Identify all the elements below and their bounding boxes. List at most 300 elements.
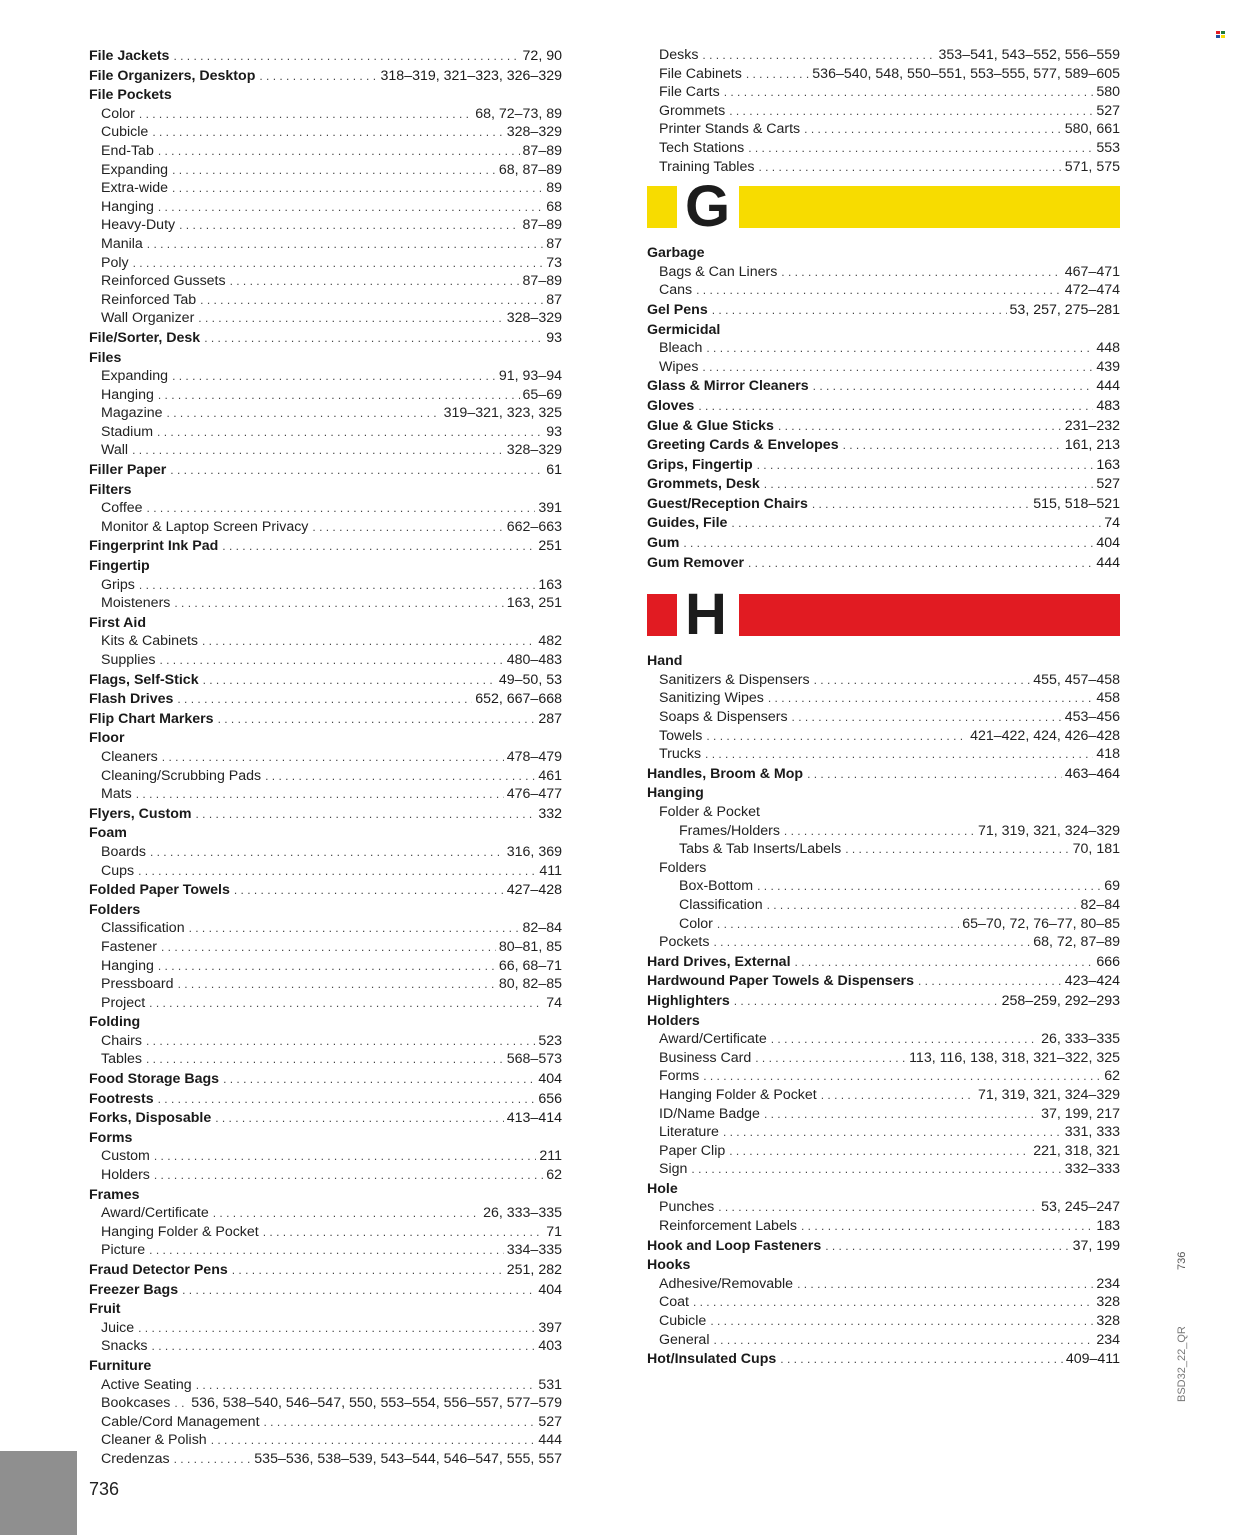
entry-term: Frames/Holders — [679, 822, 780, 839]
banner-bar-right — [739, 186, 1120, 228]
entry-pages: 427–428 — [506, 882, 562, 899]
entry-pages: 404 — [1096, 535, 1120, 552]
dot-leader — [204, 329, 543, 348]
entry-term: General — [659, 1331, 710, 1348]
entry-pages: 26, 333–335 — [483, 1205, 562, 1222]
index-entry — [89, 1070, 562, 1089]
dot-leader — [232, 1261, 504, 1280]
entry-pages: 82–84 — [1080, 896, 1120, 913]
entry-pages: 439 — [1096, 358, 1120, 375]
index-entry — [647, 1012, 1120, 1031]
index-entry — [89, 671, 562, 690]
dot-leader — [213, 1204, 480, 1223]
entry-term: File Cabinets — [659, 65, 742, 82]
entry-pages: 328–329 — [506, 442, 562, 459]
entry-pages: 211 — [539, 1148, 562, 1165]
entry-term: Award/Certificate — [659, 1031, 767, 1048]
entry-term: Bleach — [659, 340, 703, 357]
entry-pages: 37, 199, 217 — [1041, 1105, 1120, 1122]
entry-pages: 91, 93–94 — [498, 368, 562, 385]
entry-term: Literature — [659, 1124, 719, 1141]
index-subentry — [89, 1413, 562, 1432]
entry-pages: 87 — [546, 235, 562, 252]
dot-leader — [807, 765, 1062, 784]
entry-pages: 421–422, 424, 426–428 — [970, 727, 1120, 744]
index-subentry — [647, 1293, 1120, 1312]
dot-leader — [146, 1050, 504, 1069]
dot-leader — [702, 46, 935, 65]
dot-leader — [259, 67, 377, 86]
index-subentry — [89, 1032, 562, 1051]
entry-term: Flash Drives — [89, 691, 174, 708]
entry-term: Reinforced Tab — [101, 291, 197, 308]
entry-term: Hanging — [101, 957, 154, 974]
dot-leader — [778, 417, 1062, 436]
entry-pages: 163 — [1096, 456, 1120, 473]
section-banner-h — [647, 582, 1120, 648]
entry-pages: 332 — [538, 805, 562, 822]
entry-pages: 68, 72, 87–89 — [1033, 934, 1120, 951]
dot-leader — [174, 594, 503, 613]
index-entry — [647, 475, 1120, 494]
dot-leader — [158, 198, 543, 217]
entry-term: Juice — [101, 1319, 135, 1336]
index-subentry — [647, 1331, 1120, 1350]
entry-term: File Organizers, Desktop — [89, 67, 256, 84]
entry-pages: 332–333 — [1064, 1161, 1120, 1178]
entry-term: File Pockets — [89, 87, 172, 104]
index-subentry — [647, 1030, 1120, 1049]
index-subentry — [89, 441, 562, 460]
index-entry — [89, 729, 562, 748]
entry-term: File Carts — [659, 84, 720, 101]
dot-leader — [748, 139, 1093, 158]
entry-term: Grips, Fingertip — [647, 456, 753, 473]
entry-pages: 331, 333 — [1064, 1124, 1120, 1141]
entry-pages: 453–456 — [1064, 709, 1120, 726]
dot-leader — [713, 933, 1030, 952]
index-entry — [89, 1357, 562, 1376]
dot-leader — [173, 47, 519, 66]
entry-pages: 234 — [1096, 1331, 1120, 1348]
entry-term: Food Storage Bags — [89, 1071, 220, 1088]
index-entry — [89, 537, 562, 556]
entry-pages: 397 — [538, 1319, 562, 1336]
index-subentry — [647, 803, 1120, 822]
entry-pages: 527 — [1096, 102, 1120, 119]
index-entry — [647, 377, 1120, 396]
entry-term: Chairs — [101, 1032, 142, 1049]
entry-pages: 87 — [546, 291, 562, 308]
index-subentry — [647, 1217, 1120, 1236]
index-subentry — [89, 594, 562, 613]
dot-leader — [147, 499, 536, 518]
dot-leader — [797, 1275, 1093, 1294]
entry-term: Gum — [647, 535, 680, 552]
index-subentry — [647, 1198, 1120, 1217]
index-entry — [89, 1186, 562, 1205]
index-subentry — [89, 748, 562, 767]
entry-term: Cleaning/Scrubbing Pads — [101, 767, 262, 784]
dot-leader — [710, 1312, 1093, 1331]
entry-term: Garbage — [647, 245, 705, 262]
index-subentry — [89, 843, 562, 862]
entry-term: Fraud Detector Pens — [89, 1262, 228, 1278]
index-entry — [89, 1300, 562, 1319]
entry-pages: 61 — [546, 462, 562, 479]
index-subentry — [647, 933, 1120, 952]
index-subentry — [89, 938, 562, 957]
index-subentry — [647, 1105, 1120, 1124]
entry-term: Sanitizing Wipes — [659, 690, 764, 707]
dot-leader — [705, 745, 1093, 764]
entry-pages: 37, 199 — [1072, 1237, 1120, 1254]
entry-term: Coffee — [101, 500, 143, 517]
dot-leader — [202, 632, 535, 651]
entry-term: Hanging — [647, 785, 704, 802]
index-subentry — [89, 1147, 562, 1166]
index-subentry — [647, 263, 1120, 282]
entry-term: Printer Stands & Carts — [659, 121, 801, 138]
dot-leader — [717, 915, 959, 934]
entry-term: Box-Bottom — [679, 878, 754, 895]
dot-leader — [713, 1331, 1093, 1350]
section-letter-h: H — [685, 582, 727, 648]
dot-leader — [718, 1198, 1038, 1217]
index-subentry — [89, 1337, 562, 1356]
banner-bar-left — [647, 594, 677, 636]
entry-term: First Aid — [89, 614, 147, 631]
entry-pages: 80–81, 85 — [498, 938, 562, 955]
entry-term: Flags, Self-Stick — [89, 671, 199, 688]
dot-leader — [795, 953, 1094, 972]
entry-term: Fingertip — [89, 558, 150, 575]
index-subentry — [89, 651, 562, 670]
index-subentry — [647, 339, 1120, 358]
entry-term: Folder & Pocket — [659, 804, 760, 820]
entry-term: Paper Clip — [659, 1142, 726, 1159]
index-entry — [89, 824, 562, 843]
entry-pages: 113, 116, 138, 318, 321–322, 325 — [909, 1049, 1120, 1066]
dot-leader — [139, 105, 472, 124]
index-entry — [89, 1090, 562, 1109]
entry-pages: 463–464 — [1064, 765, 1120, 782]
dot-leader — [138, 862, 536, 881]
entry-term: Hardwound Paper Towels & Dispensers — [647, 973, 914, 990]
entry-pages: 480–483 — [506, 652, 562, 668]
entry-pages: 82–84 — [522, 920, 562, 937]
dot-leader — [152, 123, 503, 142]
entry-pages: 328 — [1096, 1294, 1120, 1311]
entry-pages: 163 — [538, 576, 562, 593]
dot-leader — [139, 576, 535, 595]
entry-pages: 472–474 — [1064, 282, 1120, 299]
dot-leader — [703, 1067, 1101, 1086]
entry-term: Monitor & Laptop Screen Privacy — [101, 518, 309, 535]
entry-pages: 656 — [538, 1090, 562, 1107]
entry-pages: 328–329 — [506, 310, 562, 327]
index-entry — [89, 901, 562, 920]
index-subentry — [647, 708, 1120, 727]
index-subentry — [89, 216, 562, 235]
index-entry — [89, 1261, 562, 1280]
corner-logo-icon — [1216, 31, 1225, 38]
index-entry — [647, 456, 1120, 475]
entry-pages: 68 — [546, 198, 562, 215]
entry-term: Furniture — [89, 1357, 152, 1374]
dot-leader — [154, 1166, 543, 1185]
entry-term: Mats — [101, 786, 132, 803]
entry-term: Forms — [89, 1129, 133, 1146]
index-entry — [89, 461, 562, 480]
index-subentry — [89, 1223, 562, 1242]
index-subentry — [89, 767, 562, 786]
entry-pages: 87–89 — [522, 273, 562, 290]
dot-leader — [731, 514, 1101, 533]
entry-pages: 515, 518–521 — [1033, 495, 1120, 512]
dot-leader — [167, 404, 441, 423]
index-entry — [647, 321, 1120, 340]
index-subentry — [647, 745, 1120, 764]
entry-term: Business Card — [659, 1049, 752, 1066]
index-entry — [89, 67, 562, 86]
index-section-g — [647, 244, 1120, 572]
dot-leader — [223, 1070, 535, 1089]
index-subentry — [647, 1142, 1120, 1161]
entry-term: Fruit — [89, 1301, 121, 1318]
entry-term: File Jackets — [89, 48, 170, 64]
index-subentry — [89, 1319, 562, 1338]
entry-term: Guides, File — [647, 515, 728, 532]
index-entry — [647, 1180, 1120, 1199]
entry-pages: 536–540, 548, 550–551, 553–555, 577, 589–605 — [812, 65, 1120, 82]
entry-pages: 68, 72–73, 89 — [475, 105, 562, 122]
dot-leader — [147, 235, 543, 254]
entry-pages: 65–69 — [522, 386, 562, 403]
entry-pages: 161, 213 — [1064, 437, 1120, 454]
index-section-h — [647, 652, 1120, 1369]
entry-term: Tech Stations — [659, 139, 745, 156]
index-subentry — [647, 65, 1120, 84]
index-entry — [647, 495, 1120, 514]
dot-leader — [784, 822, 975, 841]
entry-term: Germicidal — [647, 321, 721, 338]
index-entry — [647, 514, 1120, 533]
dot-leader — [780, 1350, 1063, 1369]
dot-leader — [757, 877, 1101, 896]
index-subentry — [647, 822, 1120, 841]
entry-pages: 251 — [538, 538, 562, 555]
index-subentry — [647, 1086, 1120, 1105]
index-subentry — [647, 358, 1120, 377]
entry-pages: 467–471 — [1064, 263, 1120, 280]
dot-leader — [757, 456, 1094, 475]
index-entry — [89, 481, 562, 500]
entry-term: Folders — [89, 901, 141, 918]
index-subentry — [89, 1241, 562, 1260]
dot-leader — [843, 436, 1062, 455]
dot-leader — [729, 102, 1093, 121]
entry-term: Fastener — [101, 938, 157, 955]
index-subentry — [89, 1431, 562, 1450]
entry-pages: 251, 282 — [506, 1262, 562, 1278]
entry-pages: 483 — [1096, 397, 1120, 414]
entry-term: Hanging — [101, 386, 154, 403]
entry-pages: 404 — [538, 1281, 562, 1298]
index-entry — [647, 534, 1120, 553]
page-tab — [0, 1451, 77, 1535]
entry-term: Handles, Broom & Mop — [647, 765, 804, 782]
index-subentry — [647, 1049, 1120, 1068]
index-subentry — [647, 896, 1120, 915]
entry-pages: 662–663 — [506, 518, 562, 535]
dot-leader — [801, 1217, 1093, 1236]
index-subentry — [89, 518, 562, 537]
index-subentry — [89, 309, 562, 328]
entry-term: Wall Organizer — [101, 310, 195, 327]
index-subentry — [89, 179, 562, 198]
dot-leader — [133, 254, 544, 273]
dot-leader — [693, 1293, 1093, 1312]
index-group-furniture-continued — [647, 46, 1120, 176]
entry-term: Grips — [101, 576, 135, 593]
entry-term: Picture — [101, 1242, 146, 1259]
entry-term: Pockets — [659, 934, 710, 951]
entry-term: Custom — [101, 1148, 150, 1165]
index-entry — [647, 765, 1120, 784]
index-entry — [89, 47, 562, 66]
entry-term: Poly — [101, 254, 129, 271]
index-entry — [89, 557, 562, 576]
entry-pages: 163, 251 — [506, 595, 562, 612]
entry-pages: 73 — [546, 254, 562, 271]
index-entry — [647, 992, 1120, 1011]
entry-term: Towels — [659, 727, 703, 744]
entry-pages: 258–259, 292–293 — [1001, 992, 1120, 1009]
index-entry — [89, 881, 562, 900]
entry-term: Coat — [659, 1294, 689, 1311]
entry-term: Glue & Glue Sticks — [647, 417, 774, 434]
index-subentry — [89, 975, 562, 994]
index-entry — [647, 784, 1120, 803]
entry-term: Award/Certificate — [101, 1205, 209, 1222]
entry-term: Sanitizers & Dispensers — [659, 671, 810, 688]
dot-leader — [804, 120, 1062, 139]
dot-leader — [158, 386, 520, 405]
index-entry — [647, 417, 1120, 436]
index-subentry — [647, 120, 1120, 139]
dot-leader — [172, 179, 543, 198]
page-number: 736 — [89, 1479, 120, 1499]
entry-term: Fingerprint Ink Pad — [89, 538, 219, 555]
entry-term: Files — [89, 349, 122, 366]
dot-leader — [158, 142, 520, 161]
index-subentry — [89, 632, 562, 651]
entry-pages: 444 — [1096, 554, 1120, 571]
index-subentry — [647, 1160, 1120, 1179]
entry-pages: 183 — [1096, 1218, 1120, 1235]
entry-pages: 234 — [1096, 1275, 1120, 1292]
entry-term: Boards — [101, 843, 146, 860]
entry-term: Filler Paper — [89, 462, 167, 479]
index-entry — [89, 349, 562, 368]
banner-bar-right — [739, 594, 1120, 636]
index-entry — [647, 652, 1120, 671]
index-subentry — [89, 576, 562, 595]
entry-pages: 458 — [1096, 690, 1120, 707]
index-entry — [89, 690, 562, 709]
index-column-right — [647, 46, 1120, 1369]
dot-leader — [200, 291, 543, 310]
dot-leader — [755, 1049, 906, 1068]
entry-term: Desks — [659, 47, 699, 63]
entry-pages: 87–89 — [522, 217, 562, 234]
index-subentry — [647, 1275, 1120, 1294]
entry-term: Cleaners — [101, 748, 158, 765]
entry-term: Grommets, Desk — [647, 476, 760, 493]
dot-leader — [698, 397, 1093, 416]
index-subentry — [89, 499, 562, 518]
entry-term: Expanding — [101, 368, 169, 385]
dot-leader — [764, 475, 1094, 494]
dot-leader — [724, 83, 1094, 102]
entry-pages: 411 — [539, 862, 562, 879]
index-entry — [647, 972, 1120, 991]
entry-pages: 318–319, 321–323, 326–329 — [380, 67, 562, 84]
dot-leader — [230, 272, 520, 291]
index-subentry — [89, 105, 562, 124]
entry-pages: 71, 319, 321, 324–329 — [977, 822, 1120, 839]
entry-term: Cans — [659, 282, 693, 299]
dot-leader — [706, 727, 967, 746]
dot-leader — [234, 881, 504, 900]
entry-pages: 319–321, 323, 325 — [443, 405, 562, 422]
index-subentry — [89, 919, 562, 938]
entry-pages: 70, 181 — [1072, 841, 1120, 858]
entry-term: Tabs & Tab Inserts/Labels — [679, 841, 842, 858]
entry-term: Credenzas — [101, 1450, 170, 1467]
index-entry — [647, 244, 1120, 263]
index-entry — [647, 1350, 1120, 1369]
entry-pages: 531 — [538, 1376, 562, 1393]
entry-term: Adhesive/Removable — [659, 1275, 794, 1292]
entry-term: Sign — [659, 1161, 688, 1178]
dot-leader — [154, 1147, 536, 1166]
index-entry — [647, 554, 1120, 573]
entry-term: File/Sorter, Desk — [89, 329, 201, 346]
section-letter-g: G — [685, 174, 731, 240]
entry-term: Wall — [101, 442, 129, 459]
entry-pages: 476–477 — [506, 786, 562, 803]
entry-pages: 478–479 — [506, 748, 562, 765]
entry-pages: 72, 90 — [522, 48, 562, 64]
dot-leader — [158, 1090, 536, 1109]
entry-pages: 535–536, 538–539, 543–544, 546–547, 555, 557 — [254, 1450, 562, 1467]
index-subentry — [89, 1204, 562, 1223]
entry-pages: 444 — [1096, 378, 1120, 395]
entry-pages: 461 — [538, 767, 562, 784]
dot-leader — [265, 767, 535, 786]
entry-term: Supplies — [101, 652, 156, 668]
entry-term: Snacks — [101, 1338, 148, 1355]
dot-leader — [157, 423, 543, 442]
side-page-number: 736 — [1176, 1251, 1188, 1270]
entry-term: Gloves — [647, 397, 695, 414]
entry-term: Project — [101, 994, 146, 1011]
dot-leader — [222, 537, 535, 556]
entry-term: Heavy-Duty — [101, 217, 176, 234]
entry-pages: 49–50, 53 — [498, 671, 562, 688]
